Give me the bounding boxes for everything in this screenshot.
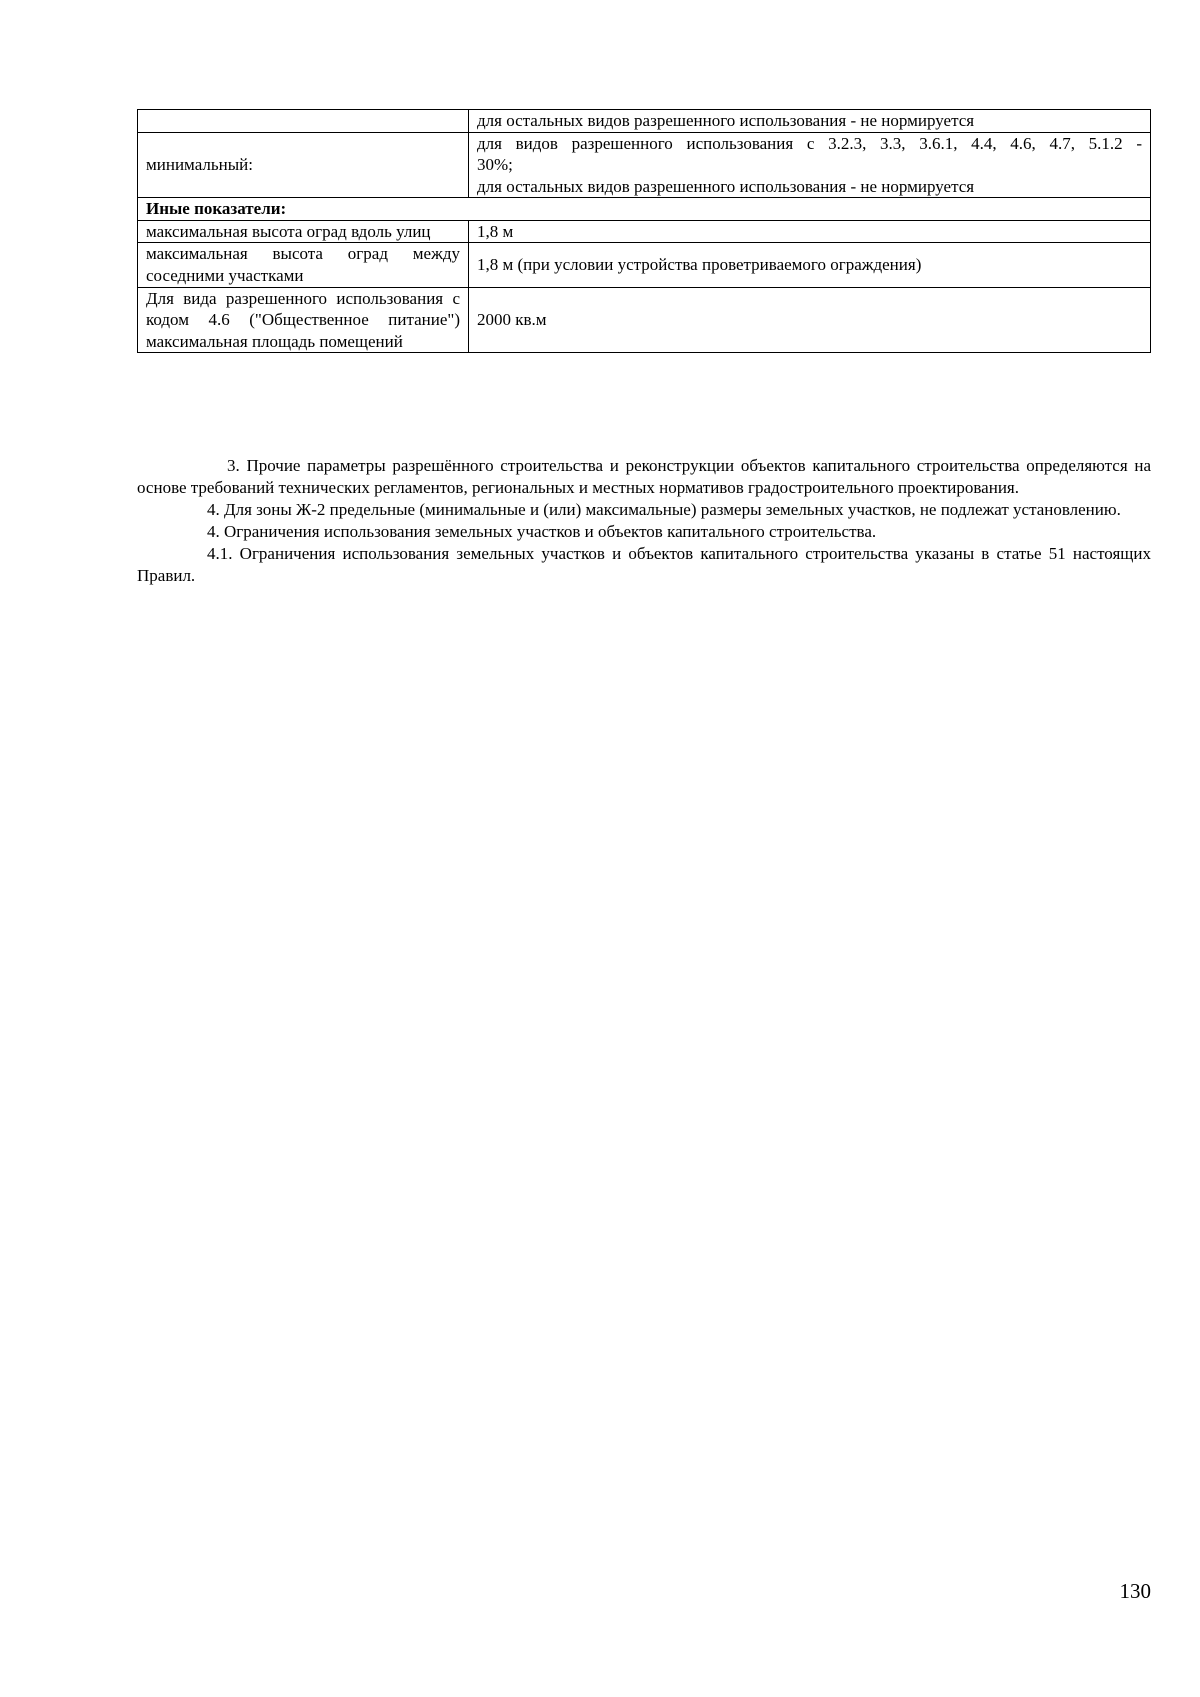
body-text xyxy=(137,455,1151,588)
table-cell-label: Для вида разрешенного использования с кодом 4.6 ("Общественное питание") максимальная площадь помещений xyxy=(138,287,469,353)
paragraph-4-plots: 4. Для зоны Ж-2 предельные (минимальные и (или) максимальные) размеры земельных участков, не подлежат установлению. xyxy=(207,500,1121,520)
table-cell-value: для остальных видов разрешенного использования - не нормируется xyxy=(469,110,1151,133)
section-header: Иные показатели: xyxy=(138,198,1151,221)
table-section-row xyxy=(138,198,1151,221)
table-row xyxy=(138,110,1151,133)
table-cell-line: для остальных видов разрешенного использования - не нормируется xyxy=(477,176,975,196)
table-cell-label: максимальная высота оград вдоль улиц xyxy=(138,220,469,243)
table-row xyxy=(138,243,1151,287)
paragraph-4-restrictions: 4. Ограничения использования земельных участков и объектов капитального строительства. xyxy=(207,522,877,542)
paragraph-4-1: 4.1. Ограничения использования земельных участков и объектов капитального строительства указаны в статье 51 настоящих Правил. xyxy=(137,544,1151,586)
parameters-table xyxy=(137,109,1151,353)
paragraph-3: 3. Прочие параметры разрешённого строительства и реконструкции объектов капитального строительства определяются на основе требований технических регламентов, региональных и местных нормативов градостроительного проектирования. xyxy=(137,456,1151,498)
table-row xyxy=(138,287,1151,353)
table-cell-empty xyxy=(138,110,469,133)
table-cell-value: 2000 кв.м xyxy=(469,287,1151,353)
table-cell-line: 30%; xyxy=(477,155,513,175)
table-cell-label: максимальная высота оград между соседними участками xyxy=(138,243,469,287)
page-number: 130 xyxy=(1119,1579,1151,1603)
table-row xyxy=(138,220,1151,243)
table-cell-line: для видов разрешенного использования с 3.2.3, 3.3, 3.6.1, 4.4, 4.6, 4.7, 5.1.2 - xyxy=(477,133,1142,153)
table-cell-value xyxy=(469,132,1151,198)
table-row xyxy=(138,132,1151,198)
table-cell-label: минимальный: xyxy=(138,132,469,198)
table-cell-value: 1,8 м xyxy=(469,220,1151,243)
table-cell-value: 1,8 м (при условии устройства проветриваемого ограждения) xyxy=(469,243,1151,287)
